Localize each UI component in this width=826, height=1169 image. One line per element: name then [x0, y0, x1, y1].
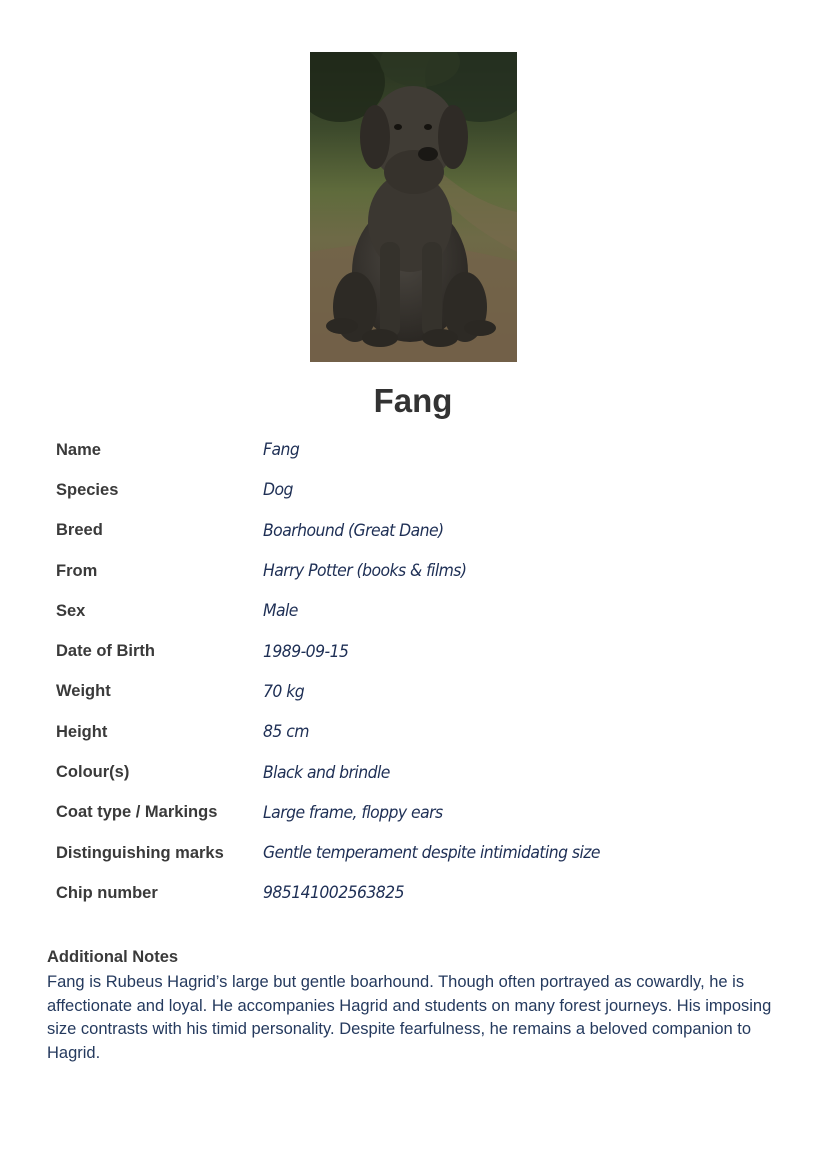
detail-row-sex — [56, 591, 776, 631]
detail-value: Gentle temperament despite intimidating size — [263, 843, 601, 864]
detail-value: 85 cm — [263, 722, 309, 743]
detail-row-chip-number — [56, 873, 776, 913]
detail-row-weight — [56, 672, 776, 712]
dog-photo-icon — [310, 52, 517, 362]
detail-row-name — [56, 430, 776, 470]
detail-label: Height — [56, 722, 108, 741]
notes-body: Fang is Rubeus Hagrid’s large but gentle boarhound. Though often portrayed as cowardly, he is affectionate and loyal. He accompanies Hagrid and students on many forest journeys. His imposing size contrasts with his timid personality. Despite fearfulness, he remains a beloved companion to Hagrid. — [47, 973, 772, 1062]
detail-label: Chip number — [56, 883, 158, 902]
detail-label: Sex — [56, 601, 86, 620]
detail-label: Coat type / Markings — [56, 803, 218, 822]
detail-row-date-of-birth — [56, 631, 776, 671]
page-title: Fang — [373, 382, 453, 419]
detail-row-distinguishing-marks — [56, 833, 776, 873]
detail-label: Colour(s) — [56, 763, 130, 782]
notes-heading: Additional Notes — [47, 948, 179, 966]
detail-value: Male — [263, 601, 298, 622]
detail-value: Dog — [263, 480, 293, 501]
detail-value: Harry Potter (books & films) — [263, 561, 467, 582]
detail-row-breed — [56, 511, 776, 551]
detail-label: Weight — [56, 682, 111, 701]
detail-row-species — [56, 470, 776, 510]
detail-value: Large frame, floppy ears — [263, 802, 443, 823]
detail-label: Distinguishing marks — [56, 843, 224, 862]
detail-value: Black and brindle — [263, 762, 390, 783]
detail-row-from — [56, 551, 776, 591]
detail-label: Name — [56, 440, 101, 459]
pet-photo — [310, 52, 517, 362]
detail-label: Species — [56, 480, 119, 499]
detail-row-coat-type — [56, 793, 776, 833]
detail-label: Breed — [56, 521, 103, 540]
detail-label: Date of Birth — [56, 642, 155, 661]
detail-value: Fang — [263, 440, 300, 461]
detail-value: 1989-09-15 — [263, 641, 349, 662]
detail-value: Boarhound (Great Dane) — [263, 520, 444, 541]
detail-row-colours — [56, 752, 776, 792]
detail-value: 985141002563825 — [263, 883, 404, 904]
detail-label: From — [56, 561, 98, 580]
details-table — [56, 430, 776, 914]
additional-notes-section — [47, 946, 787, 1065]
detail-value: 70 kg — [263, 681, 305, 702]
detail-row-height — [56, 712, 776, 752]
